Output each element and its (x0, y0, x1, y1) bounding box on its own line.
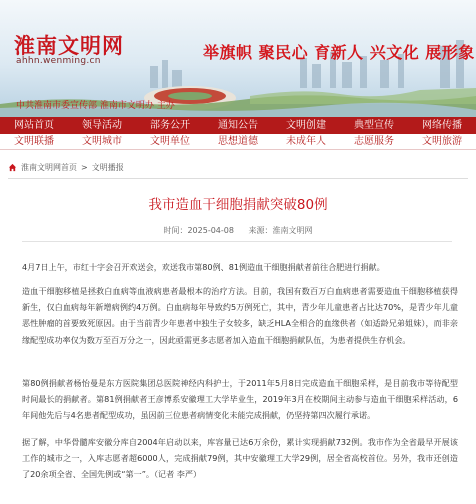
nav-item-public-affairs[interactable]: 部务公开 (150, 120, 190, 131)
nav-item-notices[interactable]: 通知公告 (218, 120, 258, 131)
nav-item-online[interactable]: 网络传播 (422, 120, 462, 131)
nav-item-civilized-city[interactable]: 文明城市 (82, 136, 122, 147)
breadcrumb-home-link[interactable]: 淮南文明网首页 (21, 163, 77, 172)
nav-item-minors[interactable]: 未成年人 (286, 136, 326, 147)
article-paragraph: 4月7日上午，市红十字会召开欢送会，欢送我市第80例、81例造血干细胞捐献者前往合肥进行捐献。 (22, 262, 385, 272)
nav-item-model-promotion[interactable]: 典型宣传 (354, 120, 394, 131)
nav-item-volunteer[interactable]: 志愿服务 (354, 136, 394, 147)
article-paragraph: 造血干细胞移植是拯救白血病等血液病患者最根本的治疗方法。目前，我国有数百万白血病患者需要造血干细胞移植获得新生，仅白血病每年新增病例约4万例。白血病每年导致约5万例死亡，其中，青少年儿童患者占比达70%，是青少年儿童恶性肿瘤的首要致死原因。由于当前青少年患者中独生子女较多，缺乏HLA全相合的血缘供者（如适龄兄弟姐妹），而非亲缘配型成功率仅为数万至百万分之一，因此亟需更多志愿者加入造血干细胞捐献队伍，为患者提供生存机会。 (22, 286, 458, 345)
article-title: 我市造血干细胞捐献突破80例 (148, 197, 328, 213)
nav-item-ethics[interactable]: 思想道德 (218, 136, 258, 147)
breadcrumb-separator: > (81, 163, 88, 172)
nav-item-leadership[interactable]: 领导活动 (82, 120, 122, 131)
nav-item-broadcast[interactable]: 文明联播 (14, 136, 54, 147)
article-date: 时间：2025-04-08 (163, 226, 234, 235)
sub-nav (0, 134, 476, 150)
article-source: 来源：淮南文明网 (248, 226, 313, 235)
nav-item-home[interactable]: 网站首页 (14, 120, 54, 131)
nav-item-civilized-unit[interactable]: 文明单位 (150, 136, 190, 147)
article (8, 178, 468, 498)
article-meta (8, 225, 468, 236)
nav-item-tourism[interactable]: 文明旅游 (422, 136, 462, 147)
nav-item-civilization-building[interactable]: 文明创建 (286, 120, 326, 131)
article-paragraph: 第80例捐献者杨怡曼是东方医院集团总医院神经内科护士，于2011年5月8日完成造血干细胞采样，是目前我市等待配型时间最长的捐献者。第81例捐献者王彦博系安徽理工大学毕业生，2019年3月在校期间主动参与造血干细胞采样活动，6年间他先后与4名患者配型成功，虽因前三位患者病情变化未能完成捐献，仍坚持第四次履行承诺。 (22, 378, 458, 421)
breadcrumb (8, 162, 124, 173)
site-host: 中共淮南市委宣传部 淮南市文明办 主办 (16, 101, 175, 111)
breadcrumb-section-link[interactable]: 文明播报 (91, 163, 124, 172)
site-banner (0, 0, 476, 117)
article-divider (22, 241, 452, 242)
main-nav (0, 117, 476, 134)
article-paragraph: 据了解，中华骨髓库安徽分库自2004年启动以来，库容量已达6万余份，累计实现捐献732例。我市作为全省最早开展该工作的城市之一，入库志愿者超6000人，完成捐献79例，其中安徽理工大学29例，居全省高校首位。另外，我市还创造了20余项全省、全国先例或“第一”。（记者 李严） (22, 437, 458, 480)
home-icon (8, 163, 17, 172)
site-name[interactable]: 淮南文明网 (14, 34, 124, 58)
site-url: ahhn.wenming.cn (16, 56, 101, 66)
site-slogan: 举旗帜 聚民心 育新人 兴文化 展形象 (203, 43, 475, 62)
